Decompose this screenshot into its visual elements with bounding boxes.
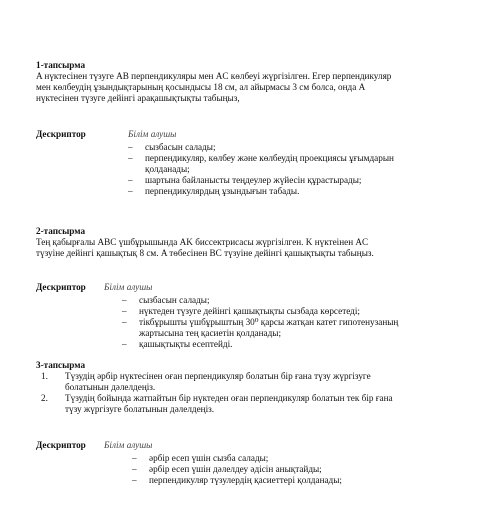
task-3-title: 3-тапсырма [36,360,86,370]
descriptor-list [128,142,480,197]
descriptor-item: – қашықтықты есептейді. [122,339,482,350]
problem-number: 1. [41,371,48,381]
descriptor-item: – нүктеден түзуге дейінгі қашықтықты сызбада көрсетеді; [122,306,482,317]
task-1-line: нүктесінен түзуге дейінгі арақашықтықты табыңыз, [36,93,240,103]
learner-label: Білім алушы [128,129,177,139]
descriptor-item: – перпендикуляр, көлбеу және көлбеудің проекциясы ұғымдарын қолданады; [128,153,480,175]
descriptor-list [122,295,482,350]
task-1-line: A нүктесінен түзуге AB перпендикуляры мен AC көлбеуі жүргізілген. Егер перпендикуляр [36,71,392,81]
problem-item: 2. Түзудің бойында жатпайтын бір нүктеден оған перпендикуляр болатын тек бір ғана түзу жүргізуге болатынын дәлелдеңіз. [41,393,393,414]
descriptor-label: Дескриптор [36,129,86,139]
descriptor-label: Дескриптор [36,440,86,450]
task-2-line: түзуіне дейінгі қашықтық 8 см. A төбесінен BC түзуіне дейінгі қашықтықты табыңыз. [36,248,374,258]
task-3-problems [36,371,482,415]
task-1-title: 1-тапсырма [36,60,86,70]
task-2-line: Тең қабырғалы ABC үшбұрышында AK биссектрисасы жүргізілген. K нүктеінен AC [36,237,369,247]
descriptor-item: – әрбір есеп үшін сызба салады; [132,453,482,464]
descriptor-item: – тікбұрышты үшбұрыштың 30⁰ қарсы жатқан катет гипотенузаның жартысына тең қасиетін қолданады; [122,317,482,339]
task-1-line: мен көлбеудің ұзындықтарының қосындысы 18 см, ал айырмасы 3 см болса, онда A [36,82,366,92]
task-2-title: 2-тапсырма [36,226,86,236]
task-2 [36,226,482,259]
descriptor-item: – перпендикулярдың ұзындығын табады. [128,186,480,197]
descriptor-list [132,453,482,486]
task-2-statement [36,237,482,259]
problem-number: 2. [41,393,48,403]
task-1 [36,60,482,104]
problem-item: 1. Түзудің әрбір нүктесінен оған перпендикуляр болатын бір ғана түзу жүргізуге болатынын дәлелдеңіз. [41,371,371,392]
descriptor-item: – перпендикуляр түзулердің қасиеттері қолданады; [132,475,482,486]
descriptor-item: – сызбасын салады; [128,142,480,153]
descriptor-item: – әрбір есеп үшін дәлелдеу әдісін анықтайды; [132,464,482,475]
learner-label: Білім алушы [104,440,153,450]
descriptor-item: – сызбасын салады; [122,295,482,306]
task-1-statement [36,71,482,104]
descriptor-item: – шартына байланысты теңдеулер жүйесін құрастырады; [128,175,480,186]
descriptor-label: Дескриптор [36,282,86,292]
learner-label: Білім алушы [104,282,153,292]
task-3 [36,360,482,415]
